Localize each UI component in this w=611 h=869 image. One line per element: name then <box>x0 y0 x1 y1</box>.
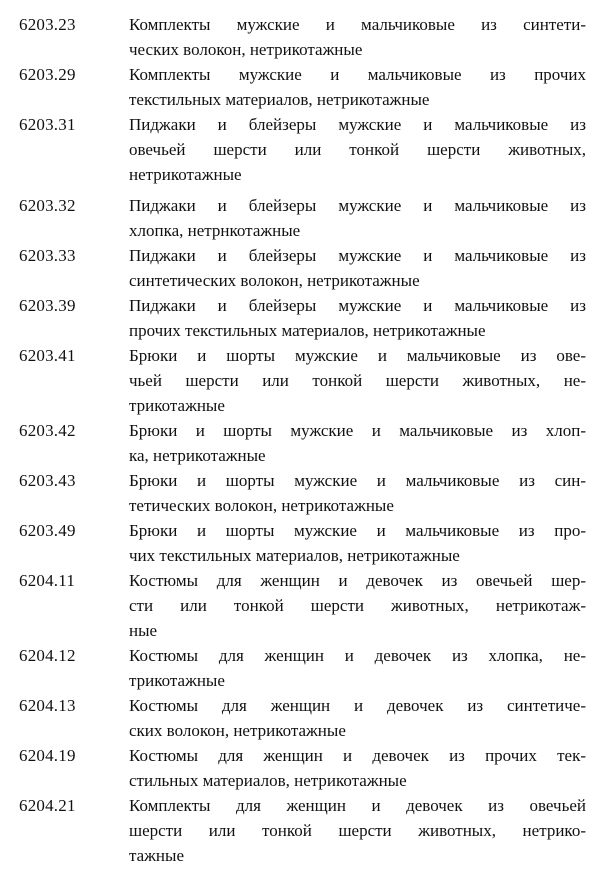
description-line: Комплекты для женщин и девочек из овечьей <box>129 796 586 815</box>
description-line: тажные <box>129 846 184 865</box>
description-line: ка, нетрикотажные <box>129 446 266 465</box>
description-line: Брюки и шорты мужские и мальчиковые из син- <box>129 471 586 490</box>
description-line: Комплекты мужские и мальчиковые из синтети- <box>129 15 586 34</box>
description-line: тетических волокон, нетрикотажные <box>129 496 394 515</box>
description-line: чьей шерсти или тонкой шерсти животных, не- <box>129 371 586 390</box>
item-description <box>129 193 586 243</box>
description-line: шерсти или тонкой шерсти животных, нетрико- <box>129 821 586 840</box>
item-description <box>129 62 586 112</box>
item-code: 6204.19 <box>19 746 76 765</box>
item-code: 6204.21 <box>19 796 76 815</box>
item-code: 6203.23 <box>19 15 76 34</box>
item-code: 6203.43 <box>19 471 76 490</box>
item-code: 6203.32 <box>19 196 76 215</box>
description-line: Брюки и шорты мужские и мальчиковые из хлоп- <box>129 421 586 440</box>
item-description <box>129 418 586 468</box>
description-line: сти или тонкой шерсти животных, нетрикотаж- <box>129 596 586 615</box>
description-line: текстильных материалов, нетрикотажные <box>129 90 430 109</box>
item-description <box>129 12 586 62</box>
item-code: 6203.39 <box>19 296 76 315</box>
description-line: Пиджаки и блейзеры мужские и мальчиковые из <box>129 246 586 265</box>
item-description <box>129 693 586 743</box>
description-line: Пиджаки и блейзеры мужские и мальчиковые из <box>129 196 586 215</box>
description-line: овечьей шерсти или тонкой шерсти животных, <box>129 140 586 159</box>
item-code: 6203.49 <box>19 521 76 540</box>
item-code: 6204.12 <box>19 646 76 665</box>
item-description <box>129 568 586 643</box>
description-line: синтетических волокон, нетрикотажные <box>129 271 420 290</box>
item-description <box>129 243 586 293</box>
description-line: Костюмы для женщин и девочек из хлопка, не- <box>129 646 586 665</box>
description-line: Костюмы для женщин и девочек из синтетиче- <box>129 696 586 715</box>
item-code: 6203.41 <box>19 346 76 365</box>
description-line: Пиджаки и блейзеры мужские и мальчиковые из <box>129 115 586 134</box>
item-description <box>129 468 586 518</box>
description-line: Брюки и шорты мужские и мальчиковые из про- <box>129 521 586 540</box>
description-line: Костюмы для женщин и девочек из овечьей шер- <box>129 571 586 590</box>
description-line: нетрикотажные <box>129 165 242 184</box>
item-code: 6204.13 <box>19 696 76 715</box>
description-line: Пиджаки и блейзеры мужские и мальчиковые из <box>129 296 586 315</box>
description-line: чих текстильных материалов, нетрикотажные <box>129 546 460 565</box>
item-description <box>129 643 586 693</box>
description-line: ные <box>129 621 158 640</box>
description-line: стильных материалов, нетрикотажные <box>129 771 407 790</box>
description-line: трикотажные <box>129 671 225 690</box>
item-code: 6203.29 <box>19 65 76 84</box>
item-description <box>129 518 586 568</box>
item-description <box>129 293 586 343</box>
item-code: 6203.33 <box>19 246 76 265</box>
description-line: ческих волокон, нетрикотажные <box>129 40 363 59</box>
item-code: 6203.42 <box>19 421 76 440</box>
description-line: Брюки и шорты мужские и мальчиковые из ове- <box>129 346 586 365</box>
item-code: 6204.11 <box>19 571 76 590</box>
item-description <box>129 112 586 187</box>
description-line: Комплекты мужские и мальчиковые из прочих <box>129 65 586 84</box>
description-line: Костюмы для женщин и девочек из прочих тек- <box>129 746 586 765</box>
description-line: прочих текстильных материалов, нетрикотажные <box>129 321 486 340</box>
item-code: 6203.31 <box>19 115 76 134</box>
description-line: хлопка, нетрнкотажные <box>129 221 301 240</box>
item-description <box>129 743 586 793</box>
item-description <box>129 793 586 868</box>
item-description <box>129 343 586 418</box>
description-line: трикотажные <box>129 396 225 415</box>
description-line: ских волокон, нетрикотажные <box>129 721 346 740</box>
